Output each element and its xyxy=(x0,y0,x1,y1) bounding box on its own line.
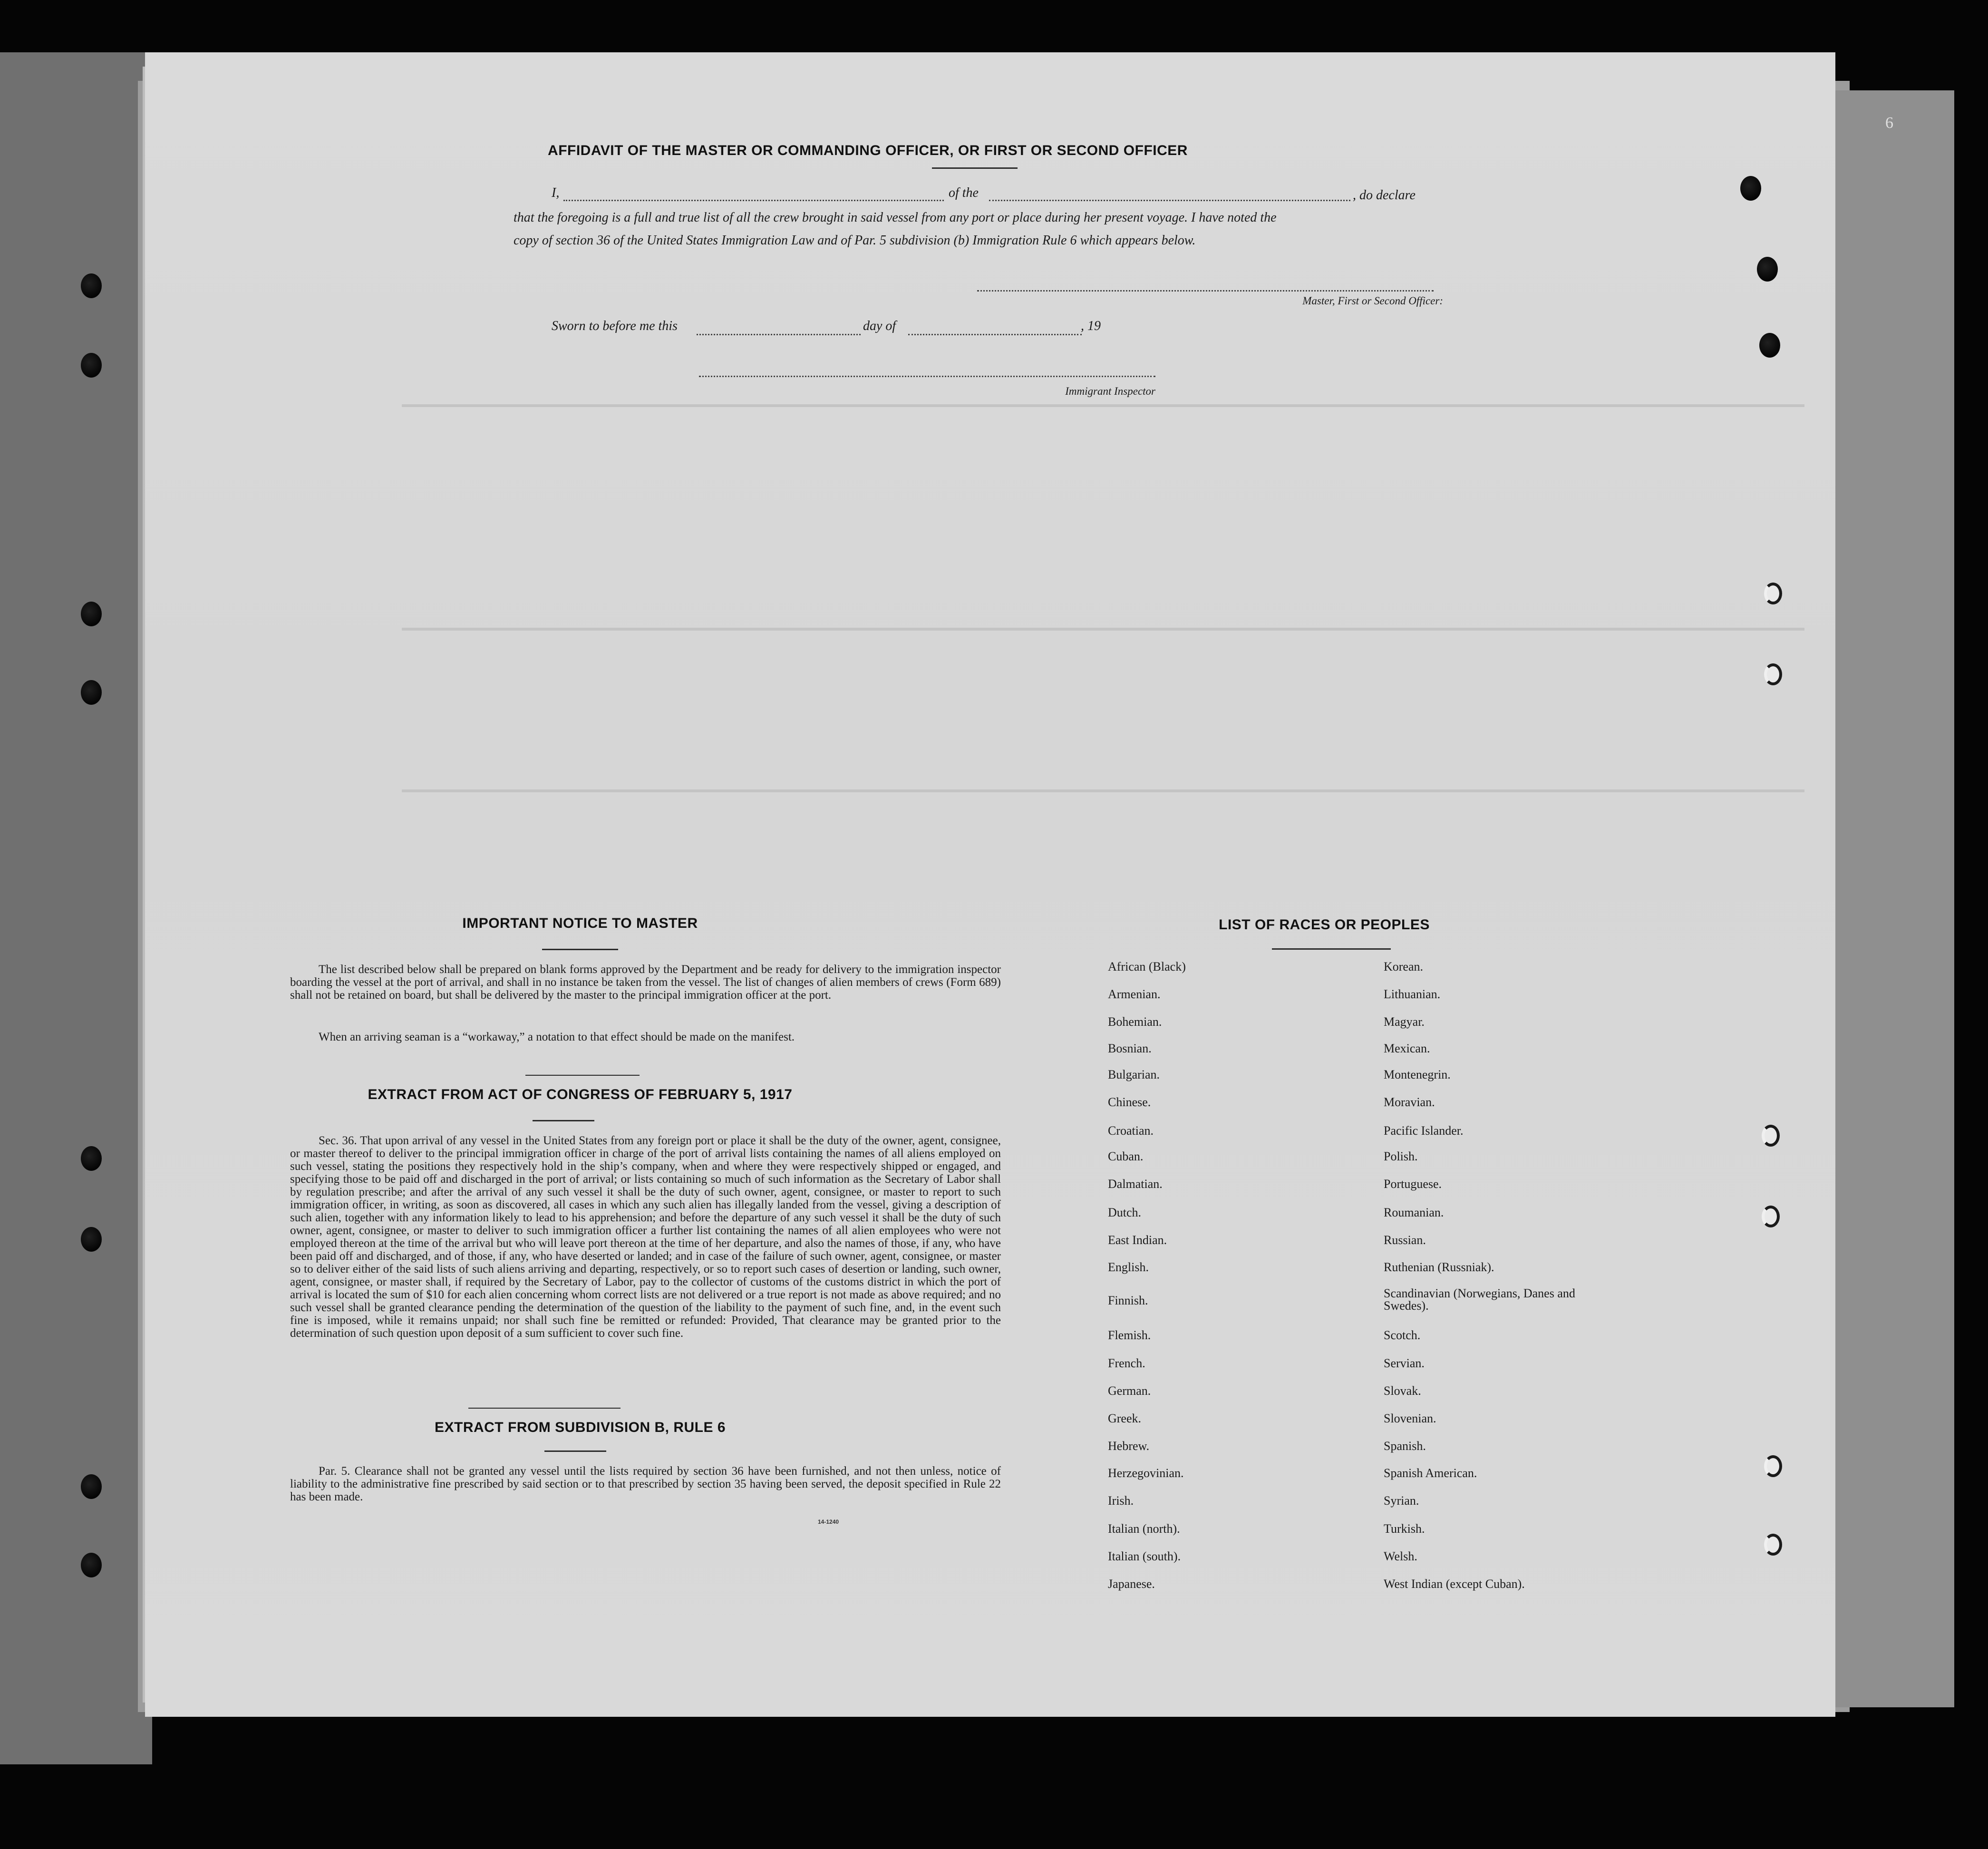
vessel-name-field[interactable] xyxy=(989,200,1350,201)
affidavit-line-3: copy of section 36 of the United States Immigration Law and of Par. 5 subdivision (b) Immigration Rule 6 which appears below. xyxy=(514,233,1196,248)
sworn-label: Sworn to before me this xyxy=(552,319,678,333)
race-right-13: Scandinavian (Norwegians, Danes and Swedes). xyxy=(1384,1286,1575,1313)
sworn-day-field[interactable] xyxy=(697,334,861,335)
punch-hole-icon xyxy=(81,1146,102,1171)
punch-hole-icon xyxy=(81,1474,102,1499)
reinforced-hole-icon xyxy=(1764,1534,1782,1556)
race-right-19: Spanish American. xyxy=(1384,1466,1477,1480)
reinforced-hole-icon xyxy=(1762,1125,1780,1147)
race-left-6: Chinese. xyxy=(1108,1095,1151,1109)
punch-hole-icon xyxy=(81,273,102,298)
punch-hole-icon xyxy=(81,1227,102,1252)
reinforced-hole-icon xyxy=(1762,1206,1780,1227)
race-left-3: Bohemian. xyxy=(1108,1015,1162,1029)
race-right-12: Ruthenian (Russniak). xyxy=(1384,1260,1494,1274)
notice-paragraph-1: The list described below shall be prepared on blank forms approved by the Department and be ready for delivery to the immigration inspector boarding the vessel at the port of arrival, and shall in no instance be taken from the vessel. The list of changes of alien members of crews (Form 689) shall not be retained on board, but shall be delivered by the master to the principal immigration officer at the port. xyxy=(290,963,1001,1002)
extract-rule-underline xyxy=(544,1450,606,1452)
race-left-4: Bosnian. xyxy=(1108,1041,1152,1055)
bleed-through-line xyxy=(402,404,1804,407)
race-left-22: Italian (south). xyxy=(1108,1549,1181,1563)
race-right-17: Slovenian. xyxy=(1384,1411,1436,1425)
affidavit-line-2: that the foregoing is a full and true list of all the crew brought in said vessel from any port or place during her present voyage. I have noted the xyxy=(514,210,1277,225)
race-right-8: Polish. xyxy=(1384,1149,1418,1163)
race-left-19: Herzegovinian. xyxy=(1108,1466,1184,1480)
races-title: LIST OF RACES OR PEOPLES xyxy=(1219,917,1430,933)
race-left-9: Dalmatian. xyxy=(1108,1177,1163,1191)
punch-hole-icon xyxy=(81,602,102,626)
punch-hole-icon xyxy=(1740,176,1761,201)
extract-act-title: EXTRACT FROM ACT OF CONGRESS OF FEBRUARY 5, 1917 xyxy=(368,1087,793,1102)
race-right-22: Welsh. xyxy=(1384,1549,1417,1563)
immigration-form-back-page xyxy=(145,52,1835,1717)
race-left-16: German. xyxy=(1108,1384,1151,1398)
reinforced-hole-icon xyxy=(1764,663,1782,685)
year-label: , 19 xyxy=(1081,319,1101,333)
race-right-4: Mexican. xyxy=(1384,1041,1430,1055)
race-left-1: African (Black) xyxy=(1108,960,1186,973)
race-left-20: Irish. xyxy=(1108,1494,1134,1508)
race-right-5: Montenegrin. xyxy=(1384,1068,1451,1081)
race-right-20: Syrian. xyxy=(1384,1494,1419,1508)
master-signature-label: Master, First or Second Officer: xyxy=(1302,295,1443,307)
race-right-23: West Indian (except Cuban). xyxy=(1384,1577,1525,1591)
punch-hole-icon xyxy=(81,353,102,378)
reinforced-hole-icon xyxy=(1764,583,1782,604)
race-left-11: East Indian. xyxy=(1108,1233,1167,1247)
race-left-14: Flemish. xyxy=(1108,1328,1151,1342)
race-left-7: Croatian. xyxy=(1108,1124,1154,1138)
races-underline xyxy=(1272,948,1391,950)
extract-act-text: Sec. 36. That upon arrival of any vessel in the United States from any foreign port or place it shall be the duty of the owner, agent, consignee, or master thereof to deliver to the principal immigration officer in charge of the port of arrival lists containing the names of all aliens employed on such vessel, stating the positions they respectively hold in the ship’s company, when and where they were respectively shipped or engaged, and specifying those to be paid off and discharged in the port of arrival; or lists containing so much of such information as the Secretary of Labor shall by regulation prescribe; and after the arrival of any such vessel it shall be the duty of such owner, agent, consignee, or master to report to such immigration officer, in writing, as soon as discovered, all cases in which any such alien has illegally landed from the vessel, giving a description of such alien, together with any information likely to lead to his apprehension; and before the departure of any such vessel it shall be the duty of such owner, agent, consignee, or master to deliver to such immigration officer a further list containing the names of all alien employees who were not employed thereon at the time of the arrival but who will leave port thereon at the time of her departure, and also the names of those, if any, who have been paid off and discharged, and of those, if any, who have deserted or landed; and in case of the failure of such owner, agent, consignee, or master so to deliver either of the said lists of such aliens arriving and departing, respectively, or so to report such cases of desertion or landing, such owner, agent, consignee, or master shall, if required by the Secretary of Labor, pay to the collector of customs of the customs district in which the port of arrival is located the sum of $10 for each alien concerning whom correct lists are not delivered or a true report is not made as above required; and no such vessel shall be granted clearance pending the determination of the question of the liability to the payment of such fine, and, in the event such fine is imposed, while it remains unpaid; nor shall such fine be remitted or refunded: Provided, That clearance may be granted prior to the determination of such question upon deposit of a sum sufficient to cover such fine. xyxy=(290,1134,1001,1340)
notice-underline xyxy=(542,949,618,950)
day-of-label: day of xyxy=(863,319,896,333)
master-signature-field[interactable] xyxy=(977,290,1434,292)
race-left-5: Bulgarian. xyxy=(1108,1068,1160,1081)
race-left-10: Dutch. xyxy=(1108,1206,1142,1219)
race-right-7: Pacific Islander. xyxy=(1384,1124,1464,1138)
race-left-23: Japanese. xyxy=(1108,1577,1155,1591)
race-right-16: Slovak. xyxy=(1384,1384,1421,1398)
race-right-18: Spanish. xyxy=(1384,1439,1426,1453)
race-right-9: Portuguese. xyxy=(1384,1177,1442,1191)
section-divider xyxy=(468,1408,621,1409)
punch-hole-icon xyxy=(81,1553,102,1577)
race-left-13: Finnish. xyxy=(1108,1294,1148,1307)
race-right-3: Magyar. xyxy=(1384,1015,1425,1029)
race-left-21: Italian (north). xyxy=(1108,1522,1180,1536)
form-number: 14-1240 xyxy=(818,1518,839,1525)
punch-hole-icon xyxy=(1759,333,1780,358)
race-left-17: Greek. xyxy=(1108,1411,1142,1425)
extract-act-underline xyxy=(533,1120,594,1121)
punch-hole-icon xyxy=(81,680,102,705)
margin-page-mark: 6 xyxy=(1885,114,1893,132)
race-right-14: Scotch. xyxy=(1384,1328,1421,1342)
race-left-18: Hebrew. xyxy=(1108,1439,1150,1453)
race-left-2: Armenian. xyxy=(1108,987,1161,1001)
affidavit-i-label: I, xyxy=(552,185,560,200)
notice-paragraph-2: When an arriving seaman is a “workaway,” a notation to that effect should be made on the manifest. xyxy=(319,1031,795,1043)
race-left-15: French. xyxy=(1108,1356,1145,1370)
extract-rule-title: EXTRACT FROM SUBDIVISION B, RULE 6 xyxy=(434,1420,726,1435)
inspector-label: Immigrant Inspector xyxy=(1065,385,1155,397)
race-right-21: Turkish. xyxy=(1384,1522,1425,1536)
bleed-through-line xyxy=(402,628,1804,631)
race-left-12: English. xyxy=(1108,1260,1149,1274)
sworn-month-field[interactable] xyxy=(908,334,1082,335)
affidavit-title: AFFIDAVIT OF THE MASTER OR COMMANDING OFFICER, OR FIRST OR SECOND OFFICER xyxy=(548,143,1188,158)
extract-rule-text: Par. 5. Clearance shall not be granted any vessel until the lists required by section 36 have been furnished, and not then unless, notice of liability to the administrative fine prescribed by said section or to that prescribed by section 35 having been served, the deposit specified in Rule 22 has been made. xyxy=(290,1465,1001,1503)
bleed-through-line xyxy=(402,789,1804,792)
underlying-sheet-left xyxy=(0,52,152,1764)
affidavit-of-the-label: of the xyxy=(949,185,979,200)
title-underline xyxy=(932,167,1018,169)
punch-hole-icon xyxy=(1757,257,1778,282)
race-right-15: Servian. xyxy=(1384,1356,1425,1370)
underlying-sheet-right xyxy=(1826,90,1954,1707)
race-right-10: Roumanian. xyxy=(1384,1206,1444,1219)
race-right-6: Moravian. xyxy=(1384,1095,1435,1109)
race-right-11: Russian. xyxy=(1384,1233,1426,1247)
race-left-8: Cuban. xyxy=(1108,1149,1144,1163)
race-right-2: Lithuanian. xyxy=(1384,987,1441,1001)
section-divider xyxy=(525,1075,640,1076)
inspector-signature-field[interactable] xyxy=(699,376,1155,377)
master-name-field[interactable] xyxy=(563,200,944,201)
reinforced-hole-icon xyxy=(1764,1455,1782,1477)
race-right-1: Korean. xyxy=(1384,960,1424,973)
affidavit-do-declare: , do declare xyxy=(1353,188,1416,203)
notice-title: IMPORTANT NOTICE TO MASTER xyxy=(462,915,698,931)
